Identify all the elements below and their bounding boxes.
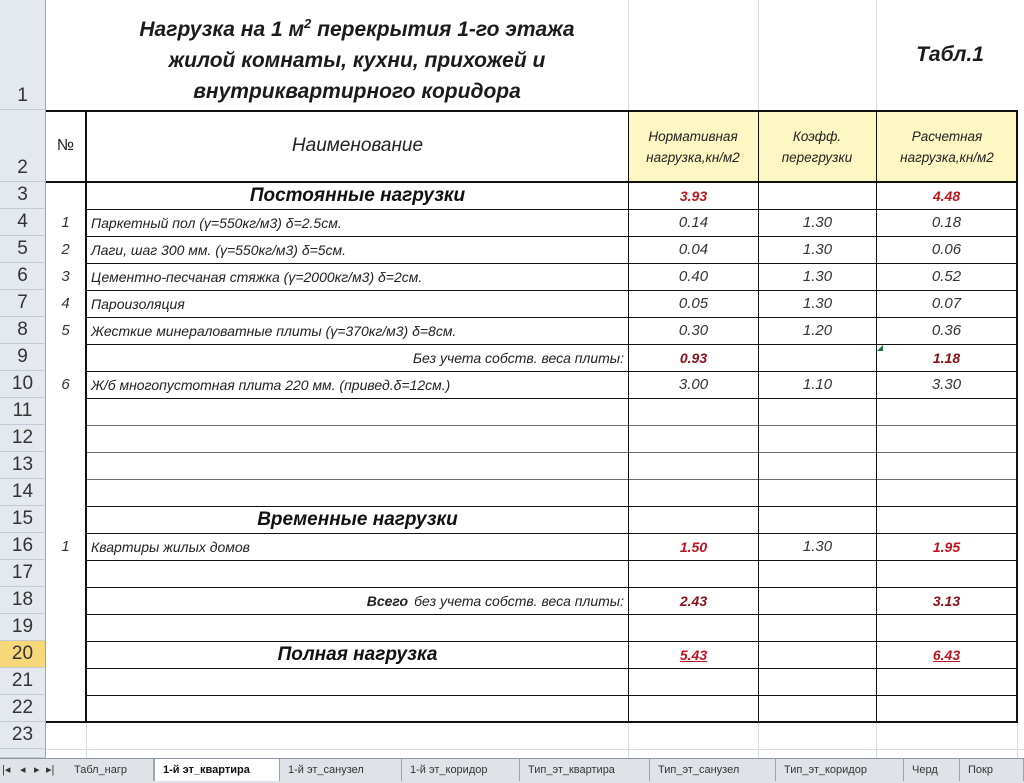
subtotal-norm[interactable]: 0.93	[679, 349, 708, 366]
item-2-norm[interactable]: 0.04	[678, 241, 709, 258]
header-overload-coef: Коэфф. перегрузки	[781, 129, 853, 165]
tab-nav-next-button[interactable]: ▸	[34, 764, 40, 776]
sheet-tab-attic[interactable]: Черд	[904, 759, 960, 781]
row-header-8[interactable]: 8	[0, 317, 46, 344]
constant-calc-total[interactable]: 4.48	[932, 187, 961, 204]
section-temporary-loads[interactable]: Временные нагрузки	[257, 508, 458, 530]
item-1-calc[interactable]: 0.18	[931, 214, 962, 231]
row-header-19[interactable]: 19	[0, 614, 46, 641]
table-ref-label: Табл.1	[916, 43, 984, 66]
row-header-1[interactable]: 1	[0, 0, 46, 110]
slab-num[interactable]: 6	[61, 376, 70, 393]
sheet-tab-roof[interactable]: Покр	[960, 759, 1024, 781]
item-4-num[interactable]: 4	[61, 295, 70, 312]
row-header-7[interactable]: 7	[0, 290, 46, 317]
header-calculated-load: Расчетная нагрузка,кн/м2	[900, 129, 994, 165]
sheet-tabs-bar	[0, 758, 1024, 783]
item-1-name[interactable]: Паркетный пол (γ=550кг/м3) δ=2.5см.	[91, 214, 342, 231]
slab-norm[interactable]: 3.00	[678, 376, 709, 393]
total-norm[interactable]: 2.43	[679, 592, 708, 609]
temp-item-norm[interactable]: 1.50	[679, 538, 708, 555]
item-1-norm[interactable]: 0.14	[678, 214, 709, 231]
item-4-norm[interactable]: 0.05	[678, 295, 709, 312]
item-5-koef[interactable]: 1.20	[802, 322, 833, 339]
header-num: №	[56, 137, 75, 154]
tab-nav-last-button[interactable]: ▸|	[46, 764, 55, 776]
cell-comment-marker	[877, 345, 883, 351]
item-3-norm[interactable]: 0.40	[678, 268, 709, 285]
row-header-12[interactable]: 12	[0, 425, 46, 452]
row-header-2[interactable]: 2	[0, 110, 46, 182]
row-header-18[interactable]: 18	[0, 587, 46, 614]
item-2-num[interactable]: 2	[61, 241, 70, 258]
row-header-16[interactable]: 16	[0, 533, 46, 560]
item-2-koef[interactable]: 1.30	[802, 241, 833, 258]
total-label-text: без учета собств. веса плиты:	[414, 592, 624, 609]
sheet-tab-typ-floor-apartment[interactable]: Тип_эт_квартира	[520, 759, 650, 781]
sheet-tab-typ-floor-bathroom[interactable]: Тип_эт_санузел	[650, 759, 776, 781]
subtotal-label[interactable]: Без учета собств. веса плиты:	[412, 349, 624, 366]
row-header-5[interactable]: 5	[0, 236, 46, 263]
total-label-bold: Всего	[366, 592, 409, 609]
row-header-11[interactable]: 11	[0, 398, 46, 425]
item-3-calc[interactable]: 0.52	[931, 268, 962, 285]
row-header-13[interactable]: 13	[0, 452, 46, 479]
full-load-label[interactable]: Полная нагрузка	[277, 643, 438, 665]
item-1-koef[interactable]: 1.30	[802, 214, 833, 231]
row-header-21[interactable]: 21	[0, 668, 46, 695]
row-header-10[interactable]: 10	[0, 371, 46, 398]
item-5-calc[interactable]: 0.36	[931, 322, 962, 339]
slab-name[interactable]: Ж/б многопустотная плита 220 мм. (привед.δ=12см.)	[91, 376, 451, 393]
temp-item-num[interactable]: 1	[61, 538, 70, 555]
tab-nav-first-button[interactable]: |◂	[2, 764, 11, 776]
subtotal-calc[interactable]: 1.18	[932, 349, 961, 366]
slab-calc[interactable]: 3.30	[931, 376, 962, 393]
sheet-tab-typ-floor-corridor[interactable]: Тип_эт_коридор	[776, 759, 904, 781]
total-calc[interactable]: 3.13	[932, 592, 961, 609]
row-header-9[interactable]: 9	[0, 344, 46, 371]
tab-nav-prev-button[interactable]: ◂	[20, 764, 26, 776]
temp-item-name[interactable]: Квартиры жилых домов	[91, 538, 250, 555]
row-header-4[interactable]: 4	[0, 209, 46, 236]
sheet-tab-tabl-nagr[interactable]: Табл_нагр	[66, 759, 154, 781]
table-title: Нагрузка на 1 $м^2$ перекрытия 1-го этажа жилой комнаты, кухни, прихожей и внутриквартирного коридора	[139, 16, 575, 103]
item-4-name[interactable]: Пароизоляция	[91, 295, 185, 312]
row-header-24	[0, 749, 46, 758]
item-2-calc[interactable]: 0.06	[931, 241, 962, 258]
full-load-calc[interactable]: 6.43	[932, 646, 961, 663]
header-name: Наименование	[291, 135, 424, 156]
row-header-20[interactable]: 20	[0, 641, 46, 668]
item-2-name[interactable]: Лаги, шаг 300 мм. (γ=550кг/м3) δ=5см.	[91, 241, 347, 258]
sheet-tab-1-floor-corridor[interactable]: 1-й эт_коридор	[402, 759, 520, 781]
item-1-num[interactable]: 1	[61, 214, 70, 231]
row-header-15[interactable]: 15	[0, 506, 46, 533]
row-header-23[interactable]: 23	[0, 722, 46, 749]
row-header-6[interactable]: 6	[0, 263, 46, 290]
item-5-name[interactable]: Жесткие минераловатные плиты (γ=370кг/м3) δ=8см.	[91, 322, 457, 339]
temp-item-calc[interactable]: 1.95	[932, 538, 961, 555]
item-5-norm[interactable]: 0.30	[678, 322, 709, 339]
header-normative-load: Нормативная нагрузка,кн/м2	[646, 129, 740, 165]
row-header-3[interactable]: 3	[0, 182, 46, 209]
sheet-tab-1-floor-apartment[interactable]: 1-й эт_квартира	[154, 759, 280, 781]
item-4-calc[interactable]: 0.07	[931, 295, 962, 312]
slab-koef[interactable]: 1.10	[802, 376, 833, 393]
total-label[interactable]	[87, 587, 624, 614]
item-3-num[interactable]: 3	[61, 268, 70, 285]
constant-norm-total[interactable]: 3.93	[679, 187, 708, 204]
row-header-22[interactable]: 22	[0, 695, 46, 722]
item-4-koef[interactable]: 1.30	[802, 295, 833, 312]
item-3-koef[interactable]: 1.30	[802, 268, 833, 285]
temp-item-koef[interactable]: 1.30	[802, 538, 833, 555]
item-5-num[interactable]: 5	[61, 322, 70, 339]
row-header-14[interactable]: 14	[0, 479, 46, 506]
full-load-norm[interactable]: 5.43	[679, 646, 708, 663]
sheet-tab-1-floor-bathroom[interactable]: 1-й эт_санузел	[280, 759, 402, 781]
item-3-name[interactable]: Цементно-песчаная стяжка (γ=2000кг/м3) δ=2см.	[91, 268, 423, 285]
row-header-17[interactable]: 17	[0, 560, 46, 587]
section-constant-loads[interactable]: Постоянные нагрузки	[249, 184, 466, 206]
